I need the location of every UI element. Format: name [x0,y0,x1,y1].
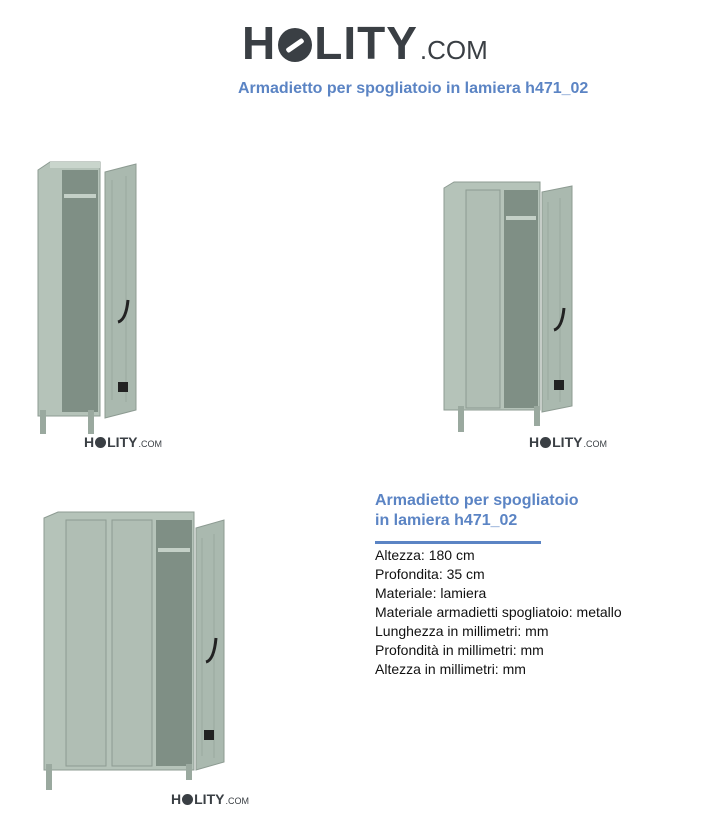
product-title-line-1: Armadietto per spogliatoio [375,492,579,509]
spec-item: Altezza in millimetri: mm [375,661,526,677]
spec-item: Materiale armadietti spogliatoio: metallo [375,604,622,620]
spec-item: Profondità in millimetri: mm [375,642,544,658]
spec-item: Lunghezza in millimetri: mm [375,623,549,639]
logo-o-icon [278,28,312,62]
product-title [375,491,579,531]
locker-double-door-image [438,178,583,438]
locker-single-door-image [30,150,150,440]
photo-watermark-2: H LITY .COM [529,434,607,450]
title-divider [375,541,541,544]
spec-item: Altezza: 180 cm [375,547,475,563]
page-title: Armadietto per spogliatoio in lamiera h471_02 [238,80,589,97]
logo-letter-h: H [242,17,277,69]
watermark-o-icon [540,437,551,448]
logo-suffix: .COM [419,35,488,65]
holity-logo[interactable] [242,17,488,69]
photo-watermark-3: H LITY .COM [171,791,249,807]
logo-letters-lity: LITY [314,17,418,69]
spec-item: Materiale: lamiera [375,585,487,601]
spec-list [375,546,622,679]
watermark-o-icon [182,794,193,805]
locker-triple-door-image [38,508,228,793]
spec-item: Profondita: 35 cm [375,566,485,582]
product-title-line-2: in lamiera h471_02 [375,512,518,529]
photo-watermark-1: H LITY .COM [84,434,162,450]
watermark-o-icon [95,437,106,448]
